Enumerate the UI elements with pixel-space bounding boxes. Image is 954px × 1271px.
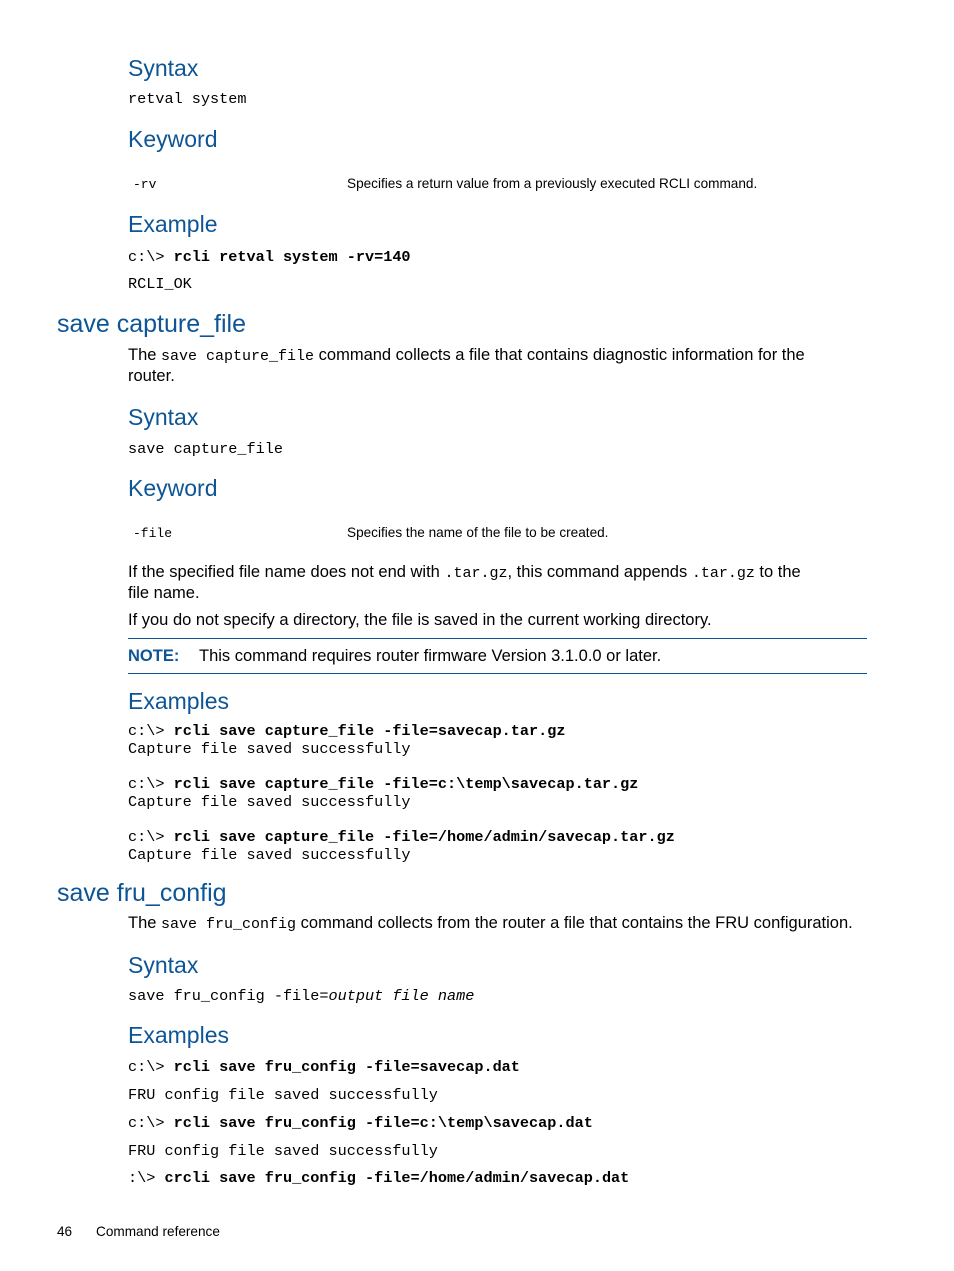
inline-code: .tar.gz	[444, 565, 508, 582]
capture-intro	[128, 345, 805, 367]
examples-heading: Examples	[128, 688, 229, 714]
syntax-code	[128, 987, 474, 1005]
example-heading: Example	[128, 211, 218, 237]
keyword-name: -file	[133, 526, 173, 541]
command-prompt: c:\>	[128, 1058, 174, 1076]
syntax-heading: Syntax	[128, 404, 199, 430]
example-command-line	[128, 722, 565, 740]
intro-text: The	[128, 346, 162, 364]
capture-paragraph-1-line2: file name.	[128, 584, 200, 602]
syntax-heading: Syntax	[128, 55, 199, 81]
keyword-description: Specifies the name of the file to be created.	[347, 525, 609, 540]
example-output: FRU config file saved successfully	[128, 1142, 438, 1160]
example-output: RCLI_OK	[128, 275, 192, 293]
example-output: FRU config file saved successfully	[128, 1086, 438, 1104]
intro-command: save fru_config	[161, 916, 297, 933]
example-output: Capture file saved successfully	[128, 846, 411, 864]
note-text: This command requires router firmware Version 3.1.0.0 or later.	[199, 647, 662, 665]
example-command-line	[128, 1058, 520, 1076]
intro-text: The	[128, 914, 162, 932]
command-text: rcli save fru_config -file=savecap.dat	[173, 1058, 520, 1076]
syntax-code: retval system	[128, 90, 247, 108]
example-command-line	[128, 775, 638, 793]
command-text: rcli save fru_config -file=c:\temp\savecap.dat	[173, 1114, 593, 1132]
example-command-line	[128, 1169, 629, 1187]
keyword-name: -rv	[133, 177, 157, 192]
command-prompt: c:\>	[128, 828, 174, 846]
command-prompt: c:\>	[128, 1114, 174, 1132]
keyword-heading: Keyword	[128, 126, 218, 152]
command-text: rcli retval system -rv=140	[173, 248, 411, 266]
section-title-fru-config: save fru_config	[57, 879, 227, 907]
capture-paragraph-1	[128, 562, 801, 584]
note-label: NOTE:	[128, 647, 180, 665]
note	[128, 646, 179, 667]
command-text: rcli save capture_file -file=c:\temp\savecap.tar.gz	[173, 775, 639, 793]
command-prompt: c:\>	[128, 775, 174, 793]
page-number: 46	[57, 1224, 73, 1239]
example-output: Capture file saved successfully	[128, 740, 411, 758]
note-bottom-rule	[128, 673, 867, 674]
intro-text: command collects from the router a file that contains the FRU configuration.	[296, 914, 853, 932]
example-command-line	[128, 1114, 593, 1132]
inline-code: .tar.gz	[691, 565, 755, 582]
fru-intro	[128, 913, 853, 935]
example-output: Capture file saved successfully	[128, 793, 411, 811]
section-title-capture-file: save capture_file	[57, 310, 247, 338]
syntax-command: save fru_config -file=	[128, 987, 329, 1005]
intro-command: save capture_file	[161, 348, 315, 365]
command-text: rcli save capture_file -file=/home/admin/savecap.tar.gz	[173, 828, 675, 846]
note-top-rule	[128, 638, 867, 639]
capture-paragraph-2: If you do not specify a directory, the file is saved in the current working directory.	[128, 611, 712, 629]
command-prompt: c:\>	[128, 248, 174, 266]
paragraph-text: If the specified file name does not end with	[128, 563, 445, 581]
paragraph-text: to the	[754, 563, 801, 581]
keyword-description: Specifies a return value from a previously executed RCLI command.	[347, 176, 758, 191]
syntax-argument: output file name	[328, 987, 475, 1005]
syntax-code: save capture_file	[128, 440, 283, 458]
intro-text: command collects a file that contains diagnostic information for the	[314, 346, 805, 364]
example-command-line	[128, 828, 675, 846]
syntax-heading: Syntax	[128, 952, 199, 978]
keyword-heading: Keyword	[128, 475, 218, 501]
command-prompt: c:\>	[128, 722, 174, 740]
footer-section-title: Command reference	[96, 1224, 220, 1239]
capture-intro-line2: router.	[128, 367, 175, 385]
examples-heading: Examples	[128, 1022, 229, 1048]
paragraph-text: , this command appends	[507, 563, 692, 581]
example-command-line	[128, 248, 411, 266]
command-prompt: :\>	[128, 1169, 165, 1187]
command-text: rcli save capture_file -file=savecap.tar.gz	[173, 722, 566, 740]
command-text: crcli save fru_config -file=/home/admin/savecap.dat	[164, 1169, 630, 1187]
